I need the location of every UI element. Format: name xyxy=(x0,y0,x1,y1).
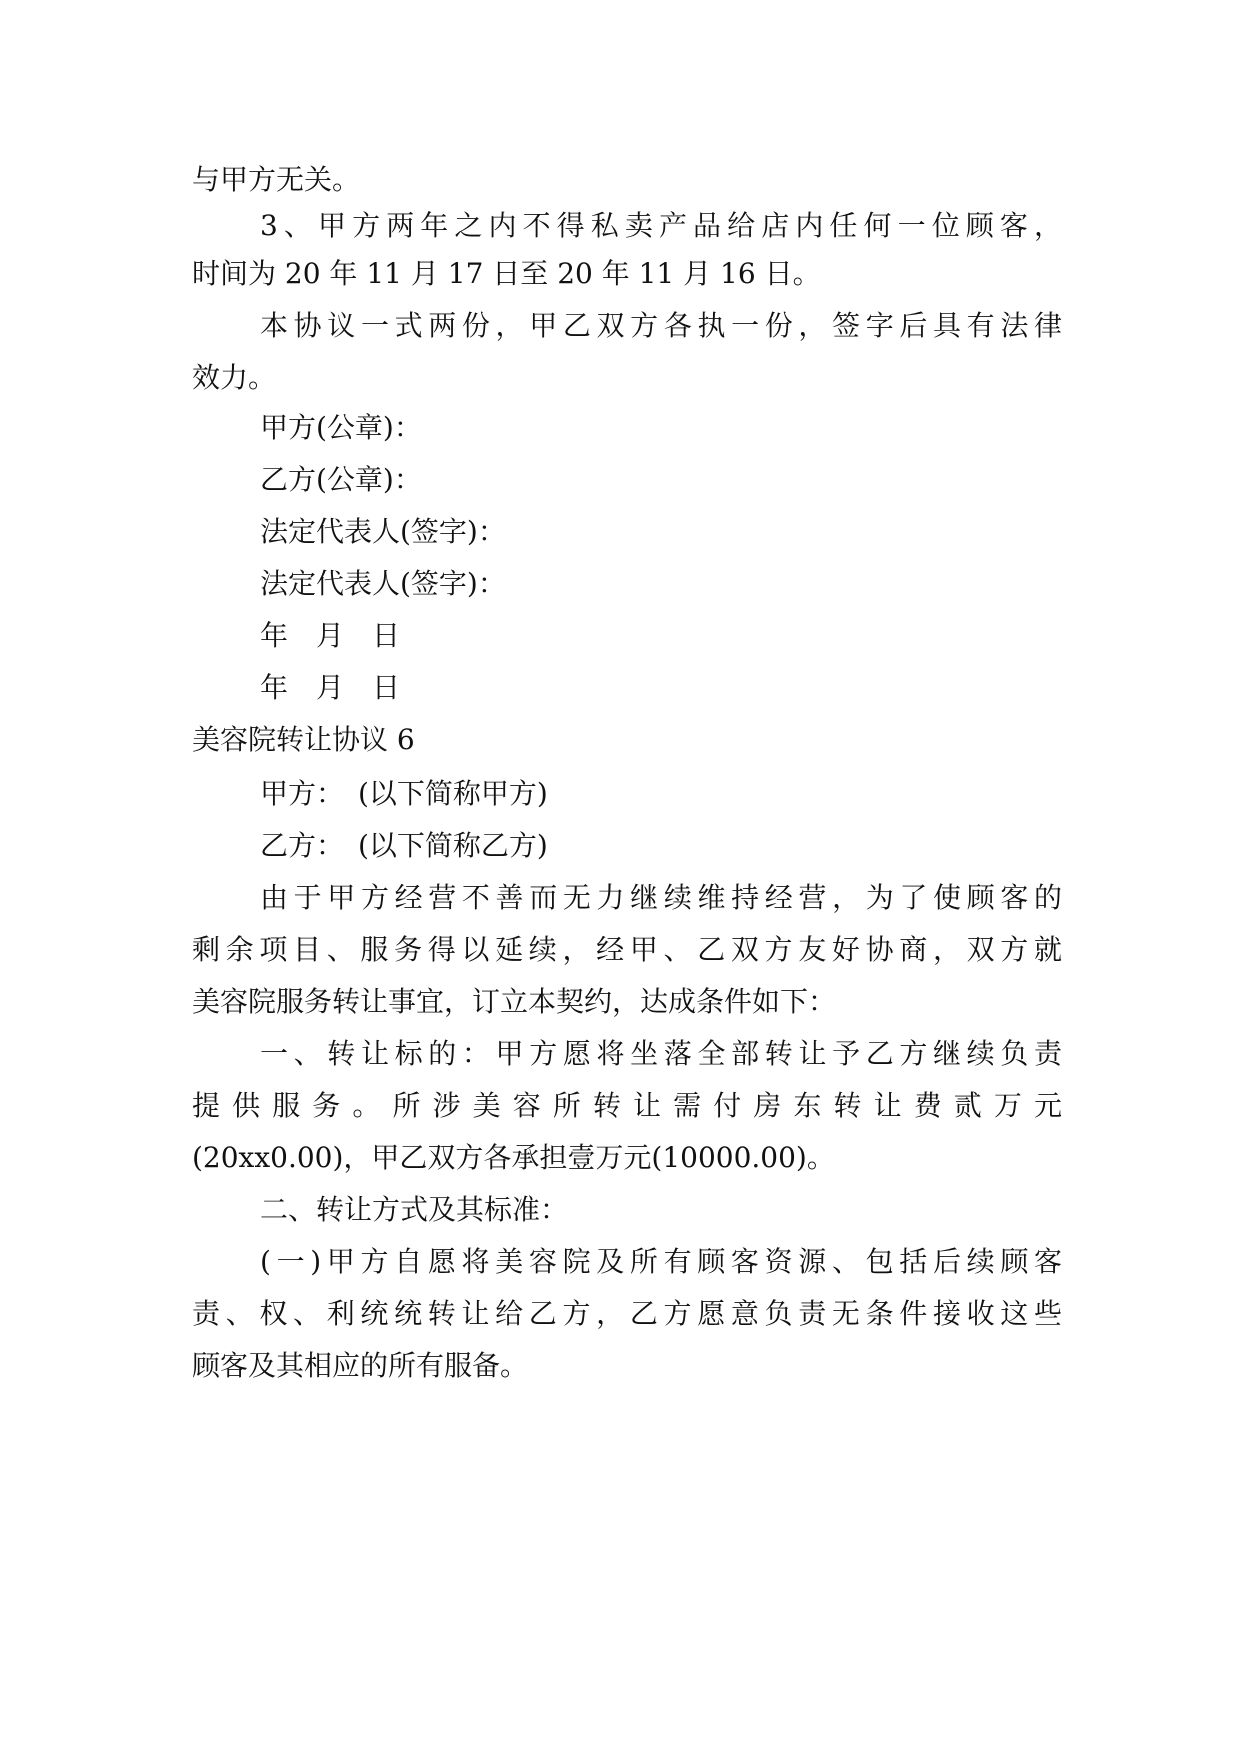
text-line: 效力。 xyxy=(192,361,277,394)
text-line: 顾客及其相应的所有服备。 xyxy=(192,1349,529,1382)
text-line: (20xx0.00)，甲乙双方各承担壹万元(10000.00)。 xyxy=(192,1141,835,1174)
text-line: 提供服务。所涉美容所转让需付房东转让费贰万元 xyxy=(192,1089,1062,1122)
text-line: 时间为 20 年 11 月 17 日至 20 年 11 月 16 日。 xyxy=(192,257,821,290)
legal-representative-b: 法定代表人(签字)： xyxy=(260,567,506,600)
text-line: 美容院服务转让事宜，订立本契约，达成条件如下： xyxy=(192,985,837,1018)
signature-party-a: 甲方(公章)： xyxy=(260,411,422,444)
section-title: 美容院转让协议 6 xyxy=(192,723,415,756)
text-line: 剩余项目、服务得以延续，经甲、乙双方友好协商，双方就 xyxy=(192,933,1062,966)
text-line: 本协议一式两份，甲乙双方各执一份，签字后具有法律 xyxy=(260,309,1062,342)
text-line: 二、转让方式及其标准： xyxy=(260,1193,569,1226)
legal-representative-a: 法定代表人(签字)： xyxy=(260,515,506,548)
party-b-line: 乙方： (以下简称乙方) xyxy=(260,829,548,862)
signature-party-b: 乙方(公章)： xyxy=(260,463,422,496)
text-line: 与甲方无关。 xyxy=(192,163,361,196)
date-line: 年 月 日 xyxy=(260,619,401,652)
text-line: 由于甲方经营不善而无力继续维持经营，为了使顾客的 xyxy=(260,881,1062,914)
text-line: 3、甲方两年之内不得私卖产品给店内任何一位顾客， xyxy=(260,209,1062,242)
text-line: 一、转让标的：甲方愿将坐落全部转让予乙方继续负责 xyxy=(260,1037,1062,1070)
text-line: 责、权、利统统转让给乙方，乙方愿意负责无条件接收这些 xyxy=(192,1297,1062,1330)
text-line: (一)甲方自愿将美容院及所有顾客资源、包括后续顾客 xyxy=(260,1245,1062,1278)
date-line: 年 月 日 xyxy=(260,671,401,704)
party-a-line: 甲方： (以下简称甲方) xyxy=(260,777,548,810)
